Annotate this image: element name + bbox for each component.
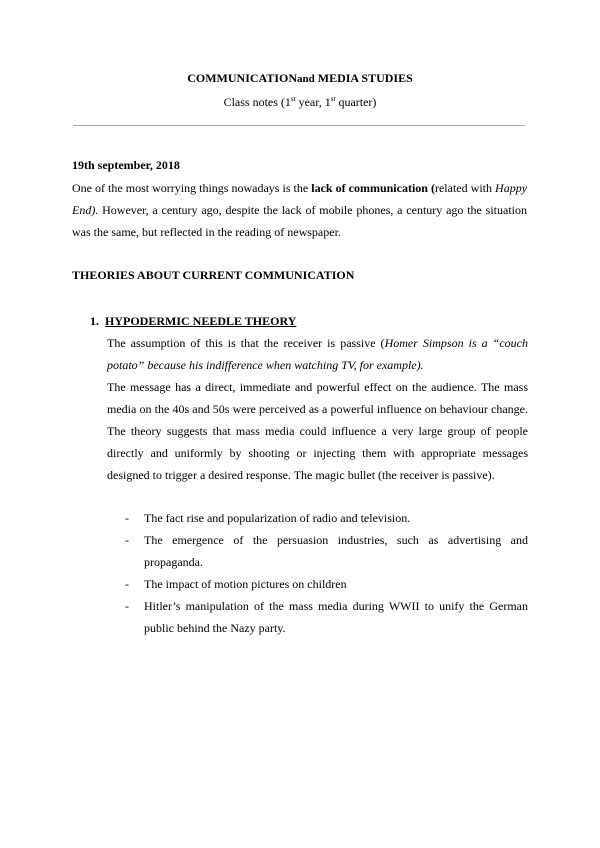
- assumption-italic: Homer Simpson is a “couch potato” because his indifference when watching TV, for example).: [107, 336, 529, 372]
- assumption-text: The assumption of this is that the receiver is passive (: [107, 336, 385, 350]
- intro-text-2: related with: [434, 181, 496, 195]
- title-rest: MEDIA STUDIES: [317, 71, 413, 85]
- intro-italic: Happy End).: [72, 181, 528, 217]
- subtitle-pre: Class notes (1: [223, 95, 291, 109]
- bullet-list: [107, 507, 528, 639]
- bullet-dash: -: [125, 599, 129, 613]
- section-title: [90, 311, 296, 331]
- list-item-text: The impact of motion pictures on children: [144, 577, 347, 591]
- message-paragraph: The message has a direct, immediate and powerful effect on the audience. The mass media on the 40s and 50s were perceived as a powerful influence on behaviour change. The theory suggests that mass media could influence a very large group of people directly and uniformly by shooting or injecting them with appropriate messages designed to trigger a desired response. The magic bullet (the receiver is passive).: [107, 380, 528, 482]
- list-item: [107, 529, 528, 573]
- section-title-text: HYPODERMIC NEEDLE THEORY: [105, 314, 297, 328]
- intro-paragraph: [72, 177, 527, 243]
- list-item: [107, 507, 528, 529]
- subtitle-sup-year: st: [290, 95, 296, 103]
- title-main: COMMUNICATION: [187, 71, 297, 85]
- document-subtitle: [0, 92, 600, 112]
- subtitle-sup-quarter: st: [330, 95, 336, 103]
- section-heading: THEORIES ABOUT CURRENT COMMUNICATION: [72, 268, 355, 282]
- list-item-text: Hitler’s manipulation of the mass media during WWII to unify the German public behind the Nazy party.: [144, 599, 528, 635]
- list-item-text: The emergence of the persuasion industries, such as advertising and propaganda.: [144, 533, 528, 569]
- title-and: and: [297, 73, 315, 85]
- subtitle-mid: year, 1: [295, 95, 331, 109]
- list-item: [107, 573, 528, 595]
- list-item: [107, 595, 528, 639]
- document-title: [0, 68, 600, 89]
- intro-text-1: One of the most worrying things nowadays is the: [72, 181, 312, 195]
- section-number: 1.: [90, 314, 99, 328]
- entry-date: 19th september, 2018: [72, 158, 180, 172]
- bullet-dash: -: [125, 533, 129, 547]
- intro-text-3: However, a century ago, despite the lack of mobile phones, a century ago the situation was the same, but reflected in the reading of newspaper.: [72, 203, 527, 239]
- list-item-text: The fact rise and popularization of radio and television.: [144, 511, 411, 525]
- bullet-dash: -: [125, 511, 129, 525]
- subtitle-post: quarter): [335, 95, 377, 109]
- assumption-paragraph: [107, 332, 528, 376]
- header-divider: [73, 125, 525, 126]
- intro-bold: lack of communication (: [311, 181, 435, 195]
- bullet-dash: -: [125, 577, 129, 591]
